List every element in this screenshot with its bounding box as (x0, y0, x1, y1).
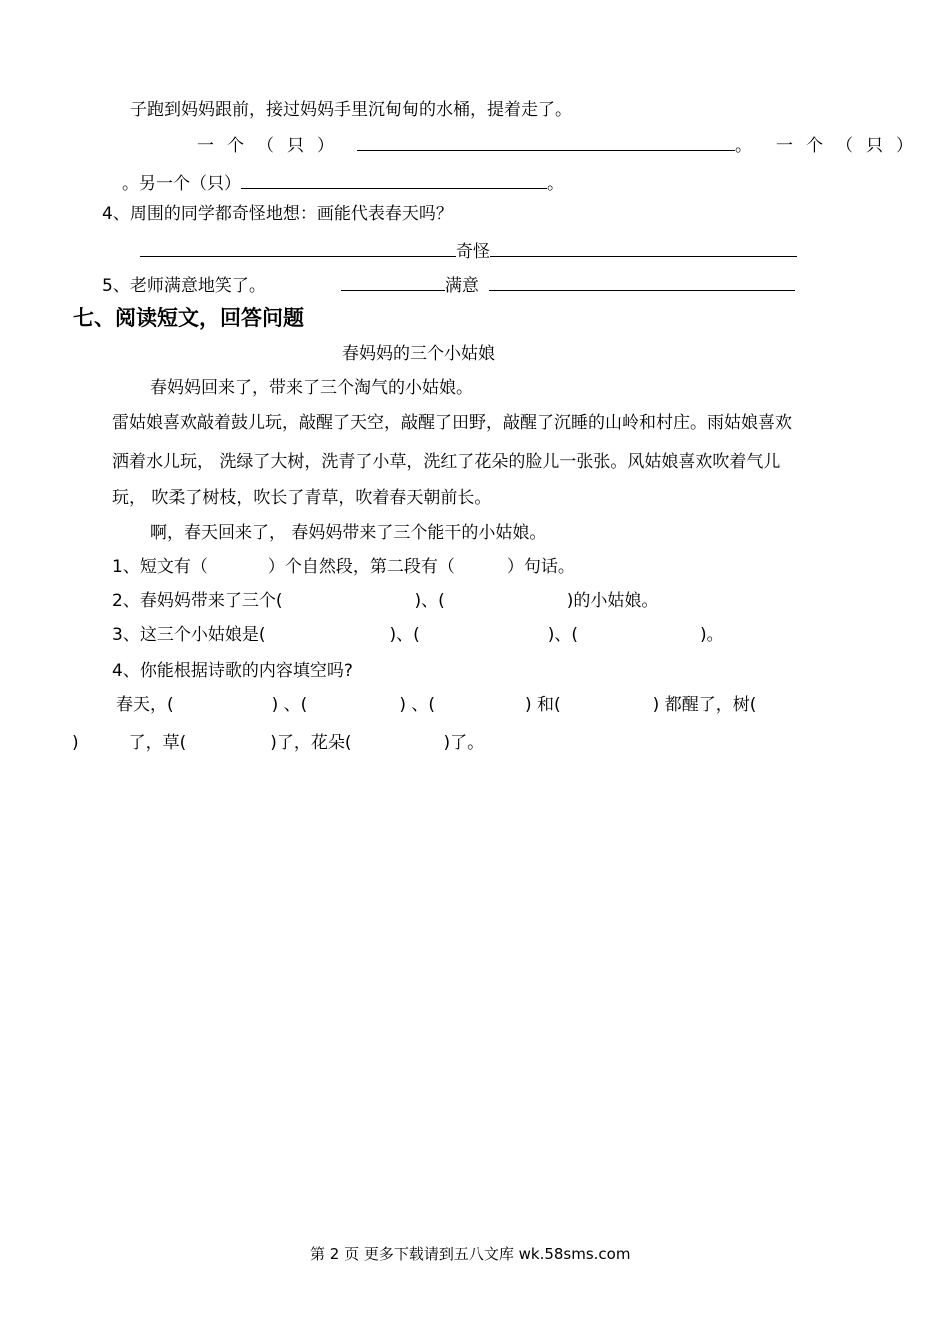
q4-answer-line (140, 238, 797, 264)
q3-suffix: 一个（只） (776, 136, 926, 156)
passage-title: 春妈妈的三个小姑娘 (342, 344, 495, 364)
passage-paragraph-2-line-1: 雷姑娘喜欢敲着鼓儿玩，敲醒了天空，敲醒了田野，敲醒了沉睡的山岭和村庄。雨姑娘喜欢 (112, 413, 792, 433)
q3b-suffix: 。 (547, 174, 564, 194)
answer-blank[interactable] (341, 272, 445, 291)
answer-blank[interactable] (490, 238, 797, 257)
passage-paragraph-1: 春妈妈回来了，带来了三个淘气的小姑娘。 (150, 378, 473, 398)
fill-line-2: ) 了，草( )了，花朵( )了。 (72, 733, 485, 753)
q3-line-a (197, 132, 926, 158)
answer-blank[interactable] (489, 272, 795, 291)
passage-paragraph-2-line-2: 洒着水儿玩， 洗绿了大树，洗青了小草，洗红了花朵的脸儿一张张。风姑娘喜欢吹着气儿 (112, 452, 781, 472)
q3-line-b (122, 170, 564, 196)
question-7-2: 2、春妈妈带来了三个( )、( )的小姑娘。 (112, 591, 659, 611)
question-5 (102, 272, 795, 298)
question-4: 4、周围的同学都奇怪地想：画能代表春天吗？ (102, 204, 453, 224)
q3-prefix: 一个（只） (197, 136, 347, 156)
question-7-3: 3、这三个小姑娘是( )、( )、( )。 (112, 625, 724, 645)
question-7-4: 4、你能根据诗歌的内容填空吗? (112, 661, 353, 681)
q3-mid: 。 (735, 136, 752, 156)
q3b-prefix: 。另一个（只） (122, 174, 241, 194)
section-heading: 七、阅读短文，回答问题 (73, 306, 304, 330)
answer-blank[interactable] (241, 170, 547, 189)
question-7-1: 1、短文有（ ）个自然段，第二段有（ ）句话。 (112, 557, 575, 577)
answer-blank[interactable] (140, 238, 456, 257)
page-footer: 第 2 页 更多下载请到五八文库 wk.58sms.com (310, 1245, 631, 1263)
q4-word: 奇怪 (456, 242, 490, 262)
answer-blank[interactable] (357, 132, 735, 151)
q5-word: 满意 (444, 276, 479, 296)
text-line-1: 子跑到妈妈跟前，接过妈妈手里沉甸甸的水桶，提着走了。 (130, 100, 572, 120)
passage-paragraph-3: 啊，春天回来了， 春妈妈带来了三个能干的小姑娘。 (150, 523, 547, 543)
q5-text: 5、老师满意地笑了。 (102, 276, 266, 296)
fill-line-1: 春天，( ) 、( ) 、( ) 和( ) 都醒了，树( (116, 695, 757, 715)
passage-paragraph-2-line-3: 玩， 吹柔了树枝，吹长了青草，吹着春天朝前长。 (112, 488, 492, 508)
